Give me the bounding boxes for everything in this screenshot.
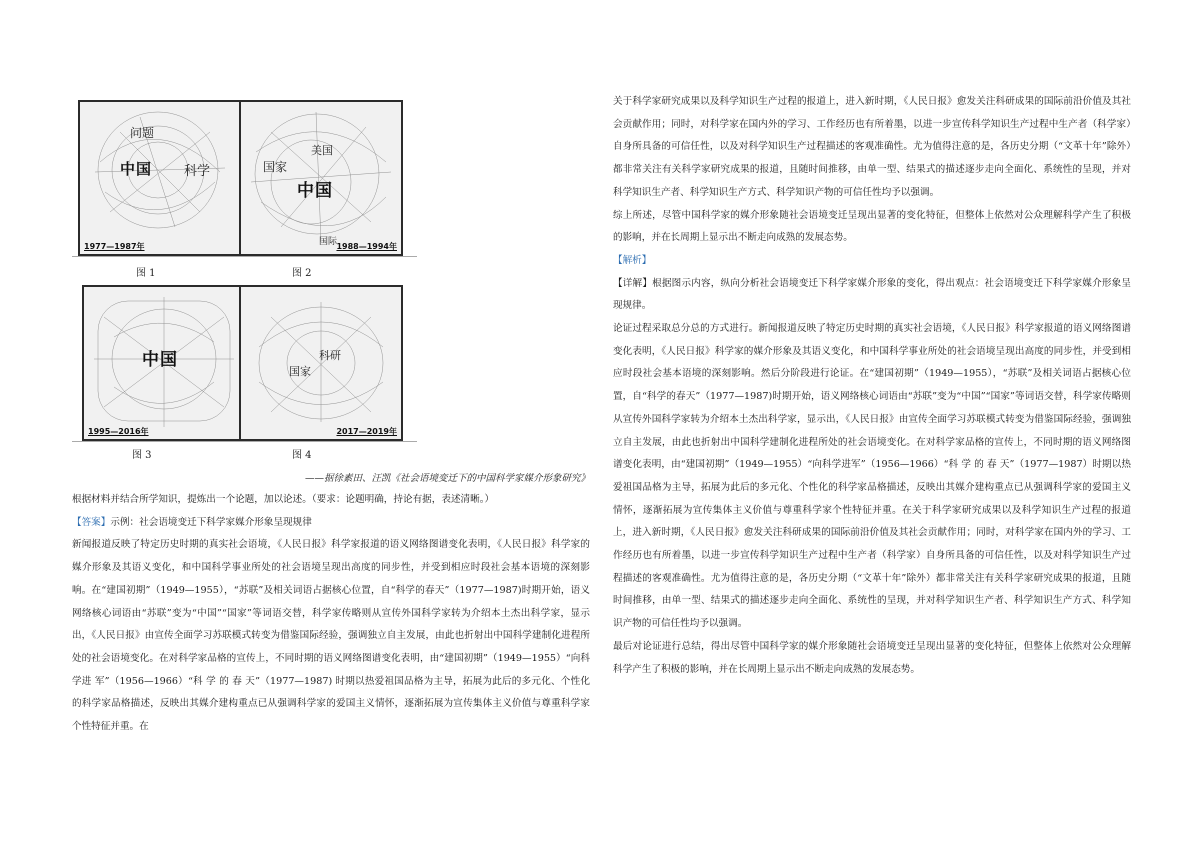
- network-graph-1: [78, 100, 242, 256]
- right-text-block: [613, 91, 1131, 681]
- figure-caption: 图 4: [292, 450, 312, 461]
- graph-years-label: 1995—2016年: [88, 427, 149, 436]
- graph-word: 中国: [120, 160, 153, 178]
- source-citation: ——据徐素田、汪凯《社会语境变迁下的中国科学家媒介形象研究》: [304, 473, 590, 484]
- graph-word: 国际: [319, 237, 338, 247]
- graph-word: 中国: [297, 181, 333, 201]
- graph-word: 国家: [289, 365, 311, 378]
- network-graph-4-lines: [241, 287, 401, 439]
- figure-caption: 图 2: [292, 268, 312, 279]
- left-text-block: [72, 489, 590, 739]
- right-paragraph-1: 关于科学家研究成果以及科学知识生产过程的报道上，进入新时期，《人民日报》愈发关注科研成果的国际前沿价值及其社会贡献作用；同时，对科学家在国内外的学习、工作经历也有所着墨，以进一步宣传科学知识生产过程中生产者（科学家）自身所具备的可信任性，以及对科学知识生产过程描述的客观准确性。尤为值得注意的是，各历史分期（“文革十年”除外）都非常关注有关科学家研究成果的报道，且随时间推移，由单一型、结果式的描述逐步走向全面化、系统性的呈现，并对科学知识生产者、科学知识生产方式、科学知识产物的可信任性均予以强调。: [613, 96, 1131, 198]
- figure-row-1: [72, 100, 590, 285]
- network-graph-4: [239, 285, 403, 441]
- analysis-tag: 【解析】: [613, 254, 652, 266]
- graph-word: 问题: [130, 126, 155, 140]
- network-graph-3: [82, 285, 246, 441]
- graph-word: 国家: [263, 160, 288, 174]
- figure-caption: 图 1: [136, 268, 156, 279]
- right-paragraph-3: 【详解】根据图示内容，纵向分析社会语境变迁下科学家媒介形象的变化，得出观点：社会语境变迁下科学家媒介形象呈现规律。: [613, 277, 1131, 312]
- right-paragraph-4: 论证过程采取总分总的方式进行。新闻报道反映了特定历史时期的真实社会语境，《人民日报》科学家报道的语义网络图谱变化表明，《人民日报》科学家的媒介形象及其语义变化，和中国科学事业所处的社会语境呈现出高度的同步性，并受到相应时段社会基本语境的深刻影响。然后分阶段进行论证。在“建国初期”（1949—1955），“苏联”及相关词语占据核心位置，自“科学的春天”（1977—1987)时期开始，语义网络核心词语由“苏联”变为“中国”“国家”等词语交替，科学家传略则从宣传外国科学家转为介绍本土杰出科学家，显示出，《人民日报》由宣传全面学习苏联模式转变为借鉴国际经验，强调独立自主发展，由此也折射出中国科学建制化进程所处的社会语境变化。在对科学家品格的宣传上，不同时期的语义网络图谱变化表明，由“建国初期”（1949—1955）“向科学进军”（1956—1966）“科 学 的 春 天”（1977—1987）时期以热爱祖国品格为主导，拓展为此后的多元化、个性化的科学家品格描述，反映出其媒介建构重点已从强调科学家的爱国主义情怀，逐渐拓展为宣传集体主义价值与尊重科学家个性特征并重。在关于科学家研究成果以及科学知识生产过程的报道上，进入新时期，《人民日报》愈发关注科研成果的国际前沿价值及其社会贡献作用；同时，对科学家在国内外的学习、工作经历也有所着墨，以进一步宣传科学知识生产过程中生产者（科学家）自身所具备的可信任性，以及对科学知识生产过程描述的客观准确性。尤为值得注意的是，各历史分期（“文革十年”除外）都非常关注有关科学家研究成果的报道，且随时间推移，由单一型、结果式的描述逐步走向全面化、系统性的呈现，并对科学知识生产者、科学知识生产方式、科学知识产物的可信任性均予以强调。: [613, 323, 1131, 630]
- network-graph-1-lines: [80, 102, 240, 254]
- graph-word: 中国: [142, 350, 178, 370]
- graph-years-label: 1988—1994年: [336, 242, 397, 251]
- network-graph-2: [239, 100, 403, 256]
- graph-word: 科研: [319, 349, 341, 362]
- graph-years-label: 1977—1987年: [84, 242, 145, 251]
- answer-intro: [72, 512, 590, 535]
- answer-intro-text: 示例：社会语境变迁下科学家媒介形象呈现规律: [110, 516, 312, 528]
- graph-word: 美国: [311, 144, 333, 157]
- figure-divider: [72, 256, 417, 257]
- graph-years-label: 2017—2019年: [336, 427, 397, 436]
- left-column: [72, 100, 590, 733]
- answer-body: 新闻报道反映了特定历史时期的真实社会语境，《人民日报》科学家报道的语义网络图谱变化表明，《人民日报》科学家的媒介形象及其语义变化，和中国科学事业所处的社会语境呈现出高度的同步性，并受到相应时段社会基本语境的深刻影响。在“建国初期”（1949—1955），“苏联”及相关词语占据核心位置，自“科学的春天”（1977—1987)时期开始，语义网络核心词语由“苏联”变为“中国”“国家”等词语交替，科学家传略则从宣传外国科学家转为介绍本土杰出科学家，显示出，《人民日报》由宣传全面学习苏联模式转变为借鉴国际经验，强调独立自主发展，由此也折射出中国科学建制化进程所处的社会语境变化。在对科学家品格的宣传上，不同时期的语义网络图谱变化表明，由“建国初期”（1949—1955）“向科学进 军”（1956—1966）“科 学 的 春 天”（1977—1987) 时期以热爱祖国品格为主导，拓展为此后的多元化、个性化的科学家品格描述，反映出其媒介建构重点已从强调科学家的爱国主义情怀，逐渐拓展为宣传集体主义价值与尊重科学家个性特征并重。在: [72, 539, 590, 733]
- answer-tag: 【答案】: [72, 516, 111, 528]
- right-paragraph-2: 综上所述，尽管中国科学家的媒介形象随社会语境变迁呈现出显著的变化特征，但整体上依然对公众理解科学产生了积极的影响，并在长周期上显示出不断走向成熟的发展态势。: [613, 209, 1131, 244]
- right-paragraph-5: 最后对论证进行总结，得出尽管中国科学家的媒介形象随社会语境变迁呈现出显著的变化特征，但整体上依然对公众理解科学产生了积极的影响，并在长周期上显示出不断走向成熟的发展态势。: [613, 640, 1131, 675]
- figure-caption: 图 3: [132, 450, 152, 461]
- figure-divider: [72, 441, 417, 442]
- graph-word: 科学: [184, 164, 211, 179]
- question-text: 根据材料并结合所学知识，提炼出一个论题，加以论述。（要求：论题明确，持论有据，表述清晰。）: [72, 494, 495, 505]
- figure-row-2: [72, 285, 590, 470]
